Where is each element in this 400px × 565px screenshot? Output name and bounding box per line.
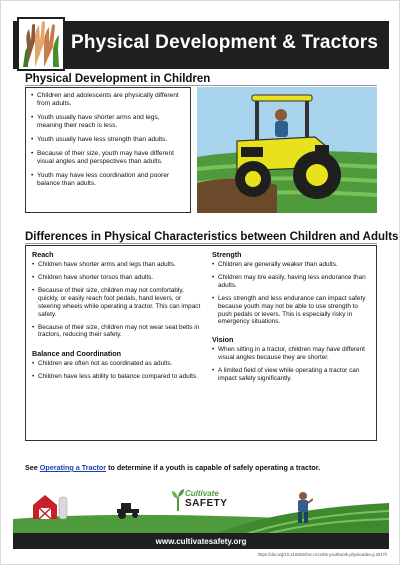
operating-tractor-link[interactable]: Operating a Tractor <box>39 463 107 472</box>
list-item: • Youth may have less coordination and poorer balance than adults. <box>31 172 185 188</box>
list-item: • Children may tire easily, having less endurance than adults. <box>212 274 372 289</box>
list-item: • Children are often not as coordinated as adults. <box>32 360 202 368</box>
vision-list <box>212 346 372 382</box>
differences-left-column <box>32 250 202 386</box>
tractor-silhouette-icon <box>115 501 141 519</box>
note-suffix: to determine if a youth is capable of safely operating a tractor. <box>106 463 321 472</box>
footer <box>13 479 389 549</box>
list-item: • Youth usually have shorter arms and legs, meaning their reach is less. <box>31 114 185 130</box>
development-heading: Physical Development in Children <box>25 73 211 85</box>
cultivate-safety-logo <box>171 487 233 513</box>
list-item: • Children have shorter arms and legs than adults. <box>32 261 202 269</box>
list-item: • Children are generally weaker than adults. <box>212 261 372 269</box>
tractor-illustration <box>197 87 377 213</box>
citation-doi: https://doi.org/10.21636/nfmc.nccrahs.youthwork.physicaldev.g.2017/i <box>257 552 387 557</box>
list-item: • Children and adolescents are physically different from adults. <box>31 92 185 108</box>
strength-list <box>212 261 372 326</box>
barn-icon <box>31 493 71 521</box>
reach-list <box>32 261 202 339</box>
website-url[interactable]: www.cultivatesafety.org <box>155 537 247 546</box>
differences-right-column <box>212 250 372 388</box>
title-banner <box>13 21 389 69</box>
page-title: Physical Development & Tractors <box>71 32 379 53</box>
list-item: • A limited field of view while operating a tractor can impact safety significantly. <box>212 367 372 382</box>
development-list <box>31 92 185 188</box>
differences-heading: Differences in Physical Characteristics between Children and Adults <box>25 231 399 243</box>
logo-word-cultivate: Cultivate <box>185 489 219 498</box>
balance-heading: Balance and Coordination <box>32 348 122 358</box>
list-item: • Children have less ability to balance compared to adults. <box>32 373 202 381</box>
operating-tractor-note <box>25 463 377 472</box>
reach-heading: Reach <box>32 250 54 259</box>
development-list-box <box>25 87 191 213</box>
balance-list <box>32 360 202 381</box>
list-item: • Less strength and less endurance can impact safety because youth may not be able to use strength to push pedals or levers. This is especially risky in emergency situations. <box>212 295 372 326</box>
list-item: • Because of their size, children may not comfortably, quickly, or easily reach foot pedals, hand levers, or steering wheels while operating a tractor. This can impact safety. <box>32 287 202 318</box>
strength-heading: Strength <box>212 250 242 259</box>
hands-logo-icon <box>17 17 65 71</box>
differences-rule <box>25 243 377 244</box>
list-item: • Youth usually have less strength than adults. <box>31 136 185 144</box>
note-prefix: See <box>25 463 40 472</box>
development-rule <box>25 85 377 86</box>
sprout-icon <box>171 489 185 511</box>
farmer-icon <box>293 491 313 525</box>
list-item: • Because of their size, children may not wear seat belts in tractors, reducing their safety. <box>32 324 202 339</box>
logo-word-safety: SAFETY <box>185 498 228 509</box>
list-item: • When sitting in a tractor, children may have different visual angles because they are shorter. <box>212 346 372 361</box>
vision-heading: Vision <box>212 335 234 345</box>
list-item: • Children have shorter torsos than adults. <box>32 274 202 282</box>
differences-box <box>25 245 377 441</box>
list-item: • Because of their size, youth may have different visual angles and perspectives than adults. <box>31 150 185 166</box>
